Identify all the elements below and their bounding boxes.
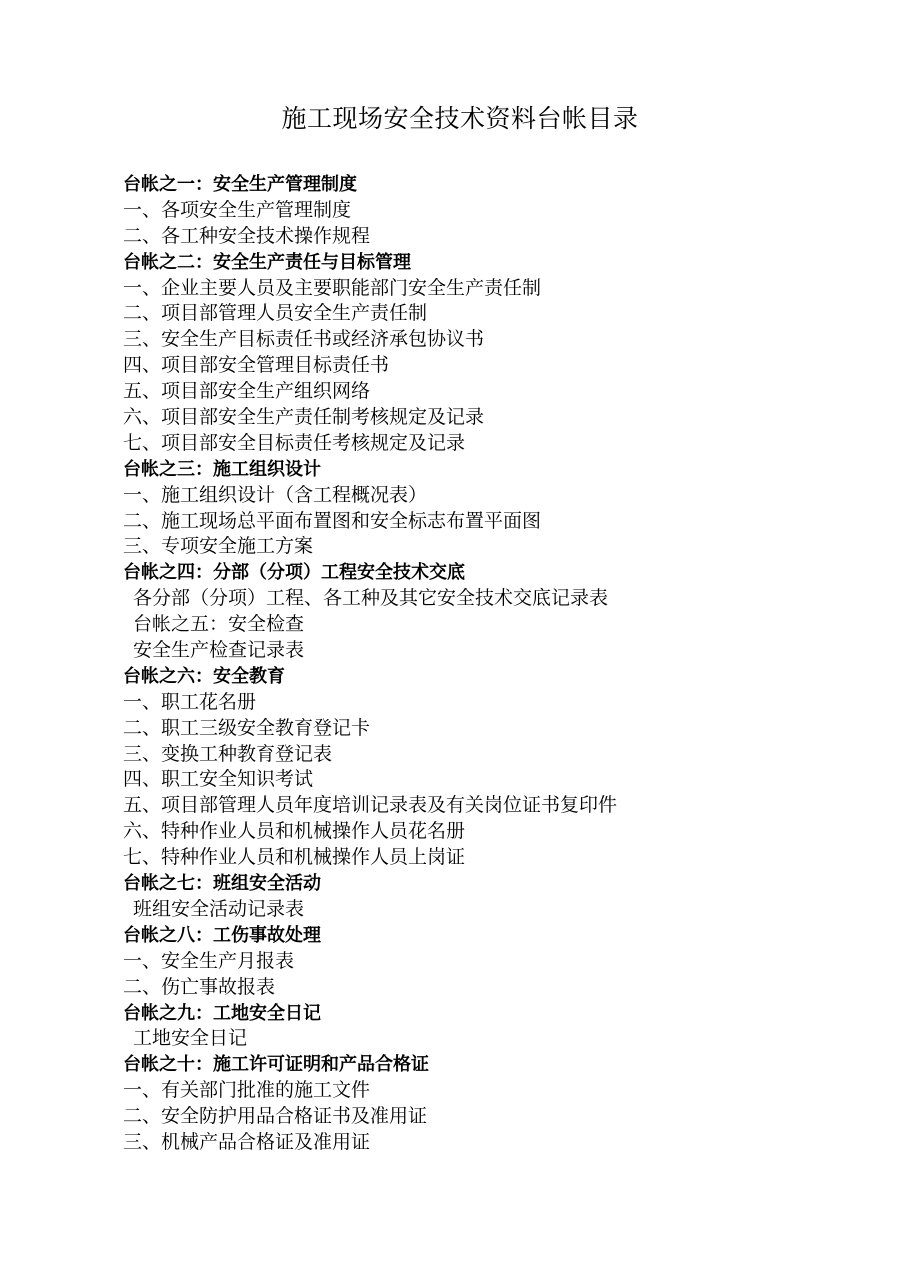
section-heading: 台帐之一：安全生产管理制度: [123, 174, 357, 195]
list-item: 二、安全防护用品合格证书及准用证: [123, 1105, 428, 1128]
list-item: 一、有关部门批准的施工文件: [123, 1079, 371, 1102]
list-item: 二、施工现场总平面布置图和安全标志布置平面图: [123, 509, 542, 532]
table-of-contents: [123, 172, 883, 1156]
list-item: 二、伤亡事故报表: [123, 975, 276, 998]
list-item: 台帐之五：安全检查: [133, 613, 305, 636]
list-item: 一、企业主要人员及主要职能部门安全生产责任制: [123, 276, 542, 299]
list-item: 四、职工安全知识考试: [123, 768, 314, 791]
list-item: 班组安全活动记录表: [133, 897, 305, 920]
list-item: 安全生产检查记录表: [133, 639, 305, 662]
section-heading: 台帐之八：工伤事故处理: [123, 924, 321, 946]
list-item: 五、项目部管理人员年度培训记录表及有关岗位证书复印件: [123, 794, 618, 817]
section-heading: 台帐之六：安全教育: [123, 665, 285, 687]
document-title: 施工现场安全技术资料台帐目录: [281, 104, 639, 133]
section-heading: 台帐之三：施工组织设计: [123, 458, 321, 480]
list-item: 一、施工组织设计（含工程概况表）: [123, 483, 428, 506]
list-item: 一、安全生产月报表: [123, 949, 295, 972]
section-heading: 台帐之九：工地安全日记: [123, 1002, 321, 1024]
section-heading: 台帐之十：施工许可证明和产品合格证: [123, 1054, 429, 1076]
list-item: 六、项目部安全生产责任制考核规定及记录: [123, 406, 485, 429]
list-item: 二、项目部管理人员安全生产责任制: [123, 302, 428, 325]
list-item: 二、职工三级安全教育登记卡: [123, 716, 371, 739]
list-item: 七、项目部安全目标责任考核规定及记录: [123, 431, 466, 454]
list-item: 一、职工花名册: [123, 690, 257, 713]
list-item: 各分部（分项）工程、各工种及其它安全技术交底记录表: [133, 587, 609, 610]
list-item: 二、各工种安全技术操作规程: [123, 224, 371, 247]
list-item: 六、特种作业人员和机械操作人员花名册: [123, 820, 466, 843]
section-heading: 台帐之七：班组安全活动: [123, 873, 321, 895]
list-item: 三、安全生产目标责任书或经济承包协议书: [123, 328, 485, 351]
list-item: 五、项目部安全生产组织网络: [123, 380, 371, 403]
list-item: 三、变换工种教育登记表: [123, 742, 333, 765]
list-item: 三、专项安全施工方案: [123, 535, 314, 558]
list-item: 三、机械产品合格证及准用证: [123, 1130, 371, 1153]
list-item: 工地安全日记: [133, 1027, 248, 1050]
section-heading: 台帐之二：安全生产责任与目标管理: [123, 251, 411, 273]
section-heading: 台帐之四：分部（分项）工程安全技术交底: [123, 562, 465, 584]
list-item: 四、项目部安全管理目标责任书: [123, 354, 390, 377]
list-item: 一、各项安全生产管理制度: [123, 198, 352, 221]
list-item: 七、特种作业人员和机械操作人员上岗证: [123, 846, 466, 869]
